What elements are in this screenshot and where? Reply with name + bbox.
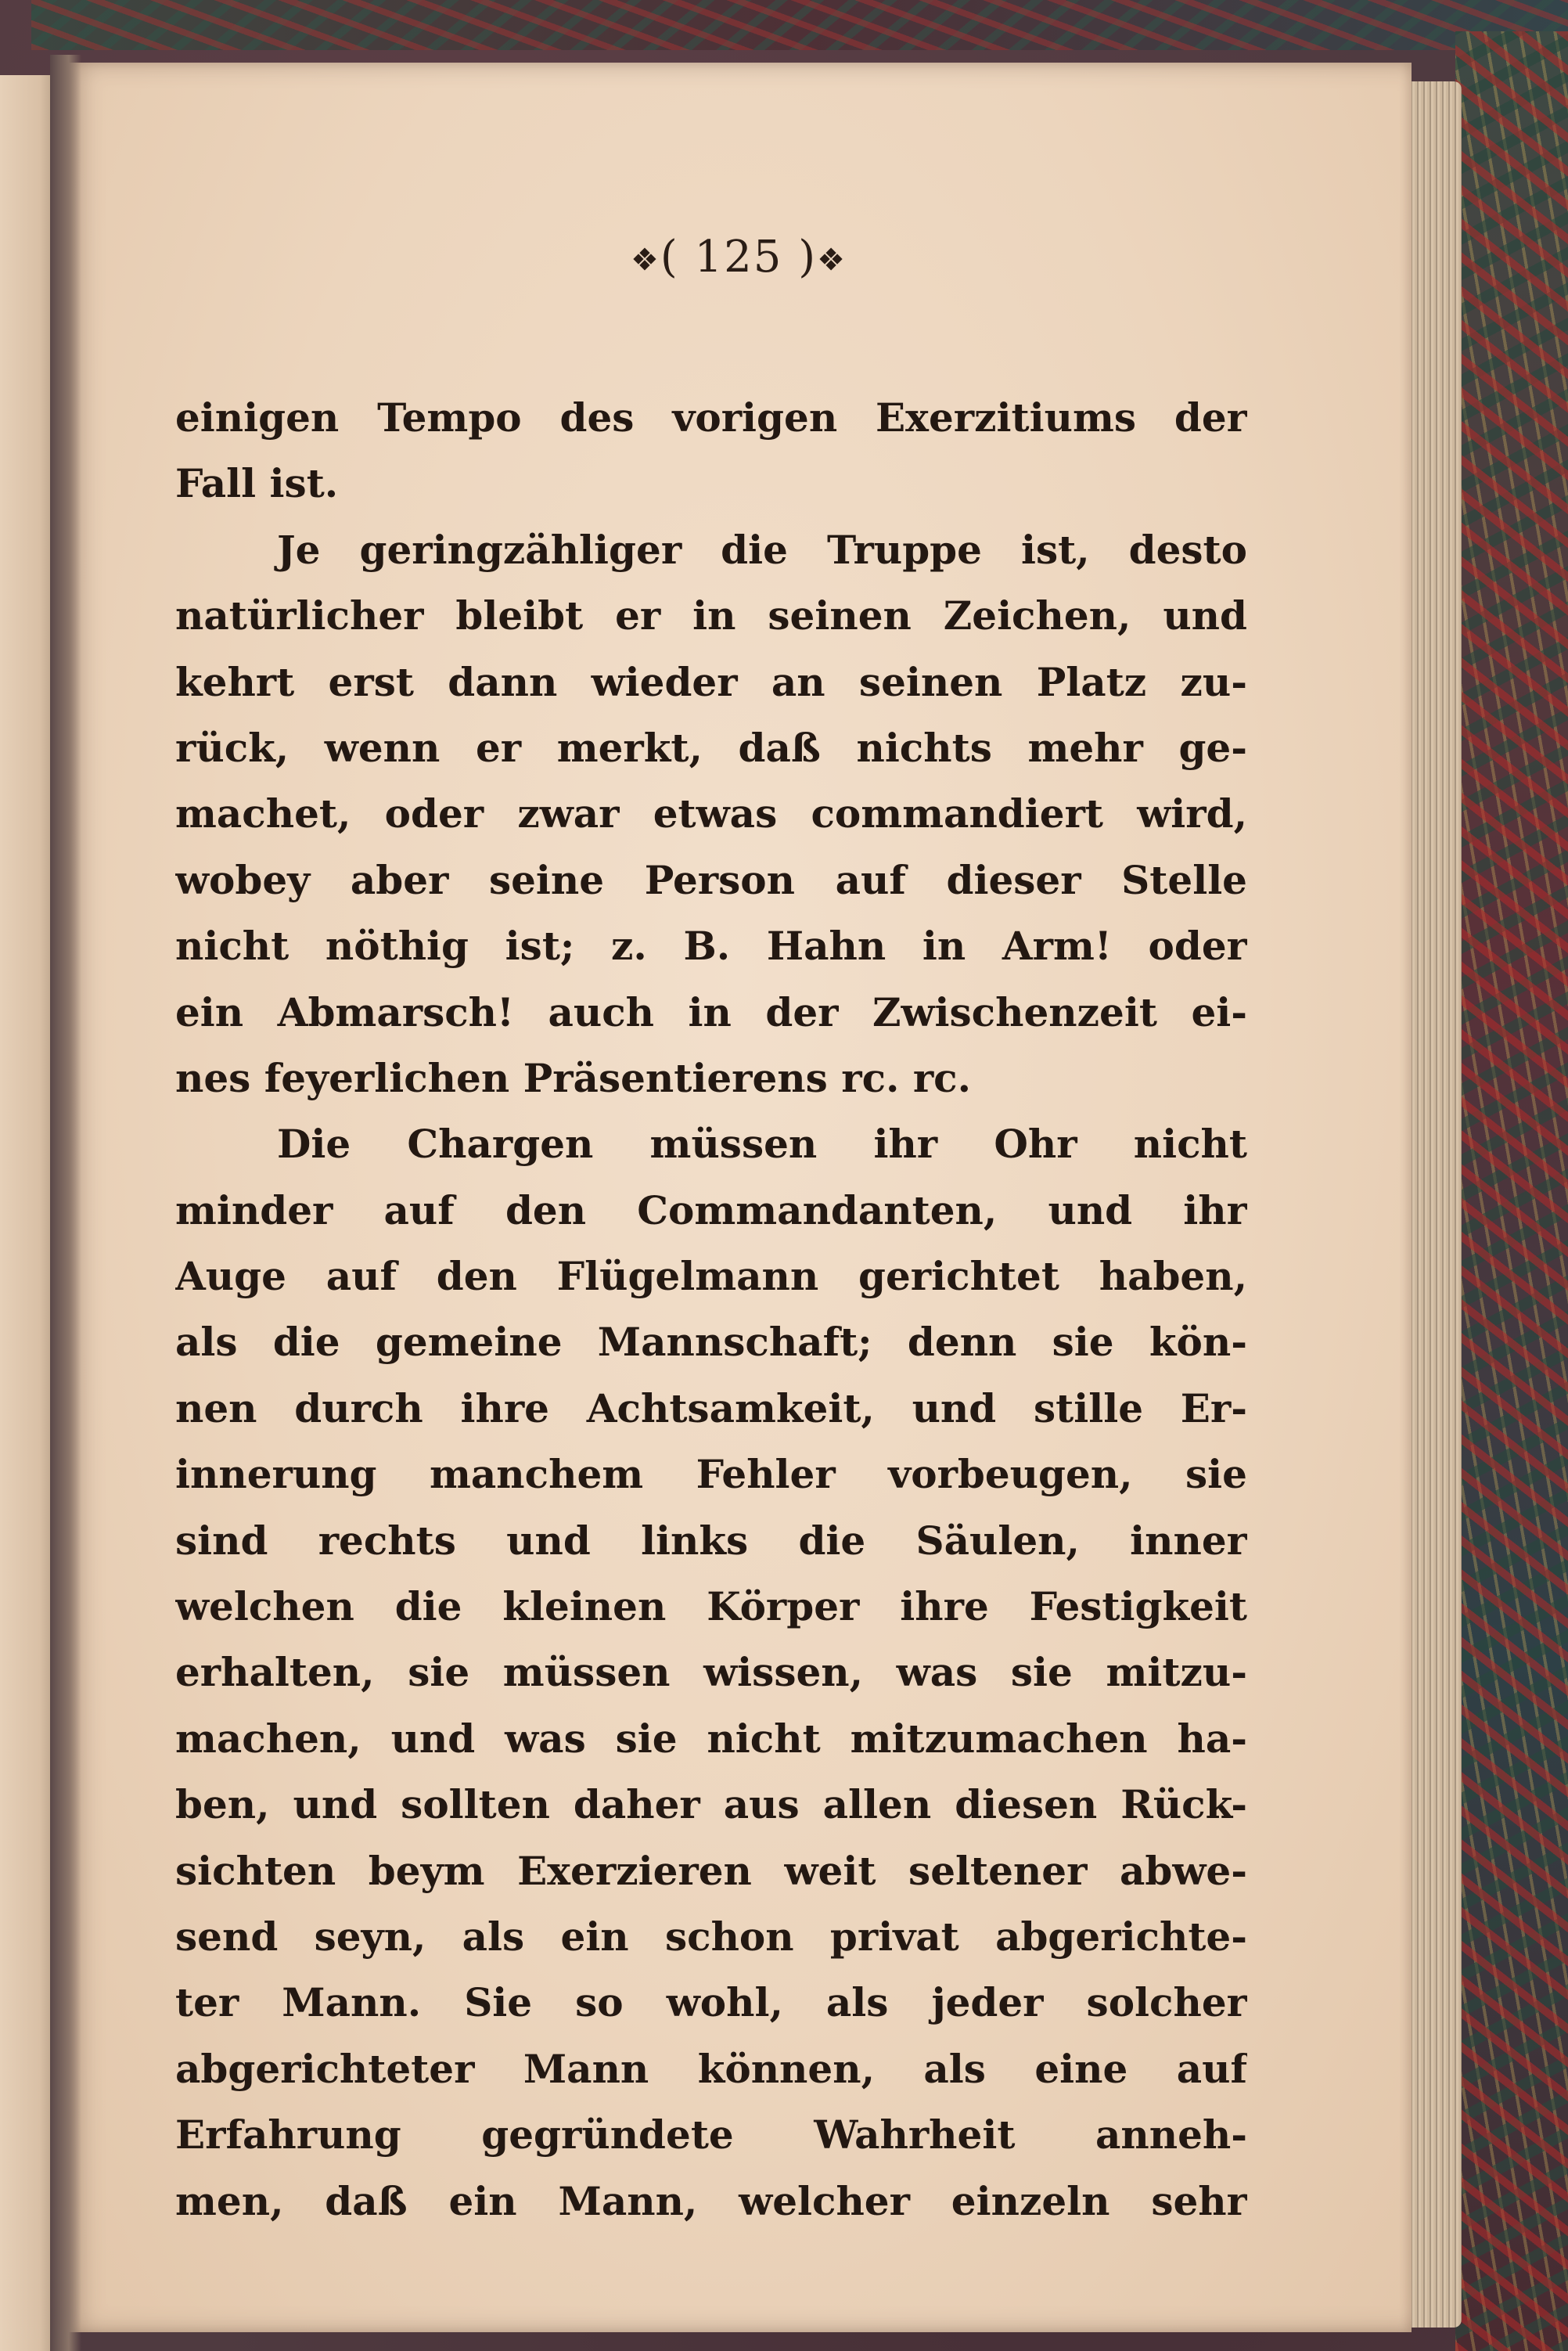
text-line: ter Mann. Sie so wohl, als jeder solcher [175, 1979, 1247, 2026]
page-header [66, 232, 1412, 283]
text-line: machen, und was sie nicht mitzumachen ha- [175, 1715, 1247, 1762]
page-number-close-paren: ) [782, 232, 818, 283]
text-line: innerung manchem Fehler vorbeugen, sie [175, 1451, 1247, 1498]
text-line: men, daß ein Mann, welcher einzeln sehr [175, 2177, 1247, 2224]
right-ornament-icon: ❖ [817, 242, 847, 279]
text-line: abgerichteter Mann können, als eine auf [175, 2045, 1247, 2092]
marbled-side-edge [1455, 31, 1568, 2351]
text-line: Auge auf den Flügelmann gerichtet haben, [175, 1253, 1247, 1300]
text-line: ben, und sollten daher aus allen diesen Rück- [175, 1781, 1247, 1828]
text-line: send seyn, als ein schon privat abgerichte- [175, 1913, 1247, 1960]
text-line: Je geringzähliger die Truppe ist, desto [277, 526, 1247, 573]
text-line: wobey aber seine Person auf dieser Stelle [175, 856, 1247, 903]
text-line: sichten beym Exerzieren weit seltener abwe- [175, 1847, 1247, 1894]
left-ornament-icon: ❖ [631, 242, 660, 279]
gutter-shadow [50, 55, 81, 2351]
book-page [66, 63, 1412, 2332]
text-line: ein Abmarsch! auch in der Zwischenzeit ei- [175, 988, 1247, 1035]
text-line: erhalten, sie müssen wissen, was sie mitzu- [175, 1649, 1247, 1696]
text-line: welchen die kleinen Körper ihre Festigkeit [175, 1583, 1247, 1630]
text-line: rück, wenn er merkt, daß nichts mehr ge- [175, 724, 1247, 771]
text-line: natürlicher bleibt er in seinen Zeichen, und [175, 592, 1247, 639]
text-line: nicht nöthig ist; z. B. Hahn in Arm! oder [175, 923, 1247, 970]
text-line: einigen Tempo des vorigen Exerzitiums der [175, 394, 1247, 441]
text-line: kehrt erst dann wieder an seinen Platz zu- [175, 658, 1247, 705]
left-page-fragment [0, 75, 56, 2351]
text-line: Erfahrung gegründete Wahrheit anneh- [175, 2112, 1247, 2158]
page-number-open-paren: ( [660, 232, 695, 283]
text-line: nes feyerlichen Präsentierens rc. rc. [175, 1054, 972, 1101]
page-number: 125 [694, 232, 783, 283]
text-line: sind rechts und links die Säulen, inner [175, 1517, 1247, 1564]
body-text [175, 385, 1247, 2234]
text-line: machet, oder zwar etwas commandiert wird, [175, 790, 1247, 837]
text-line: Die Chargen müssen ihr Ohr nicht [277, 1121, 1247, 1168]
text-line: nen durch ihre Achtsamkeit, und stille Er- [175, 1384, 1247, 1431]
text-line: Fall ist. [175, 460, 339, 507]
text-line: als die gemeine Mannschaft; denn sie kön- [175, 1319, 1247, 1366]
marbled-top-edge [31, 0, 1568, 50]
text-line: minder auf den Commandanten, und ihr [175, 1186, 1247, 1233]
